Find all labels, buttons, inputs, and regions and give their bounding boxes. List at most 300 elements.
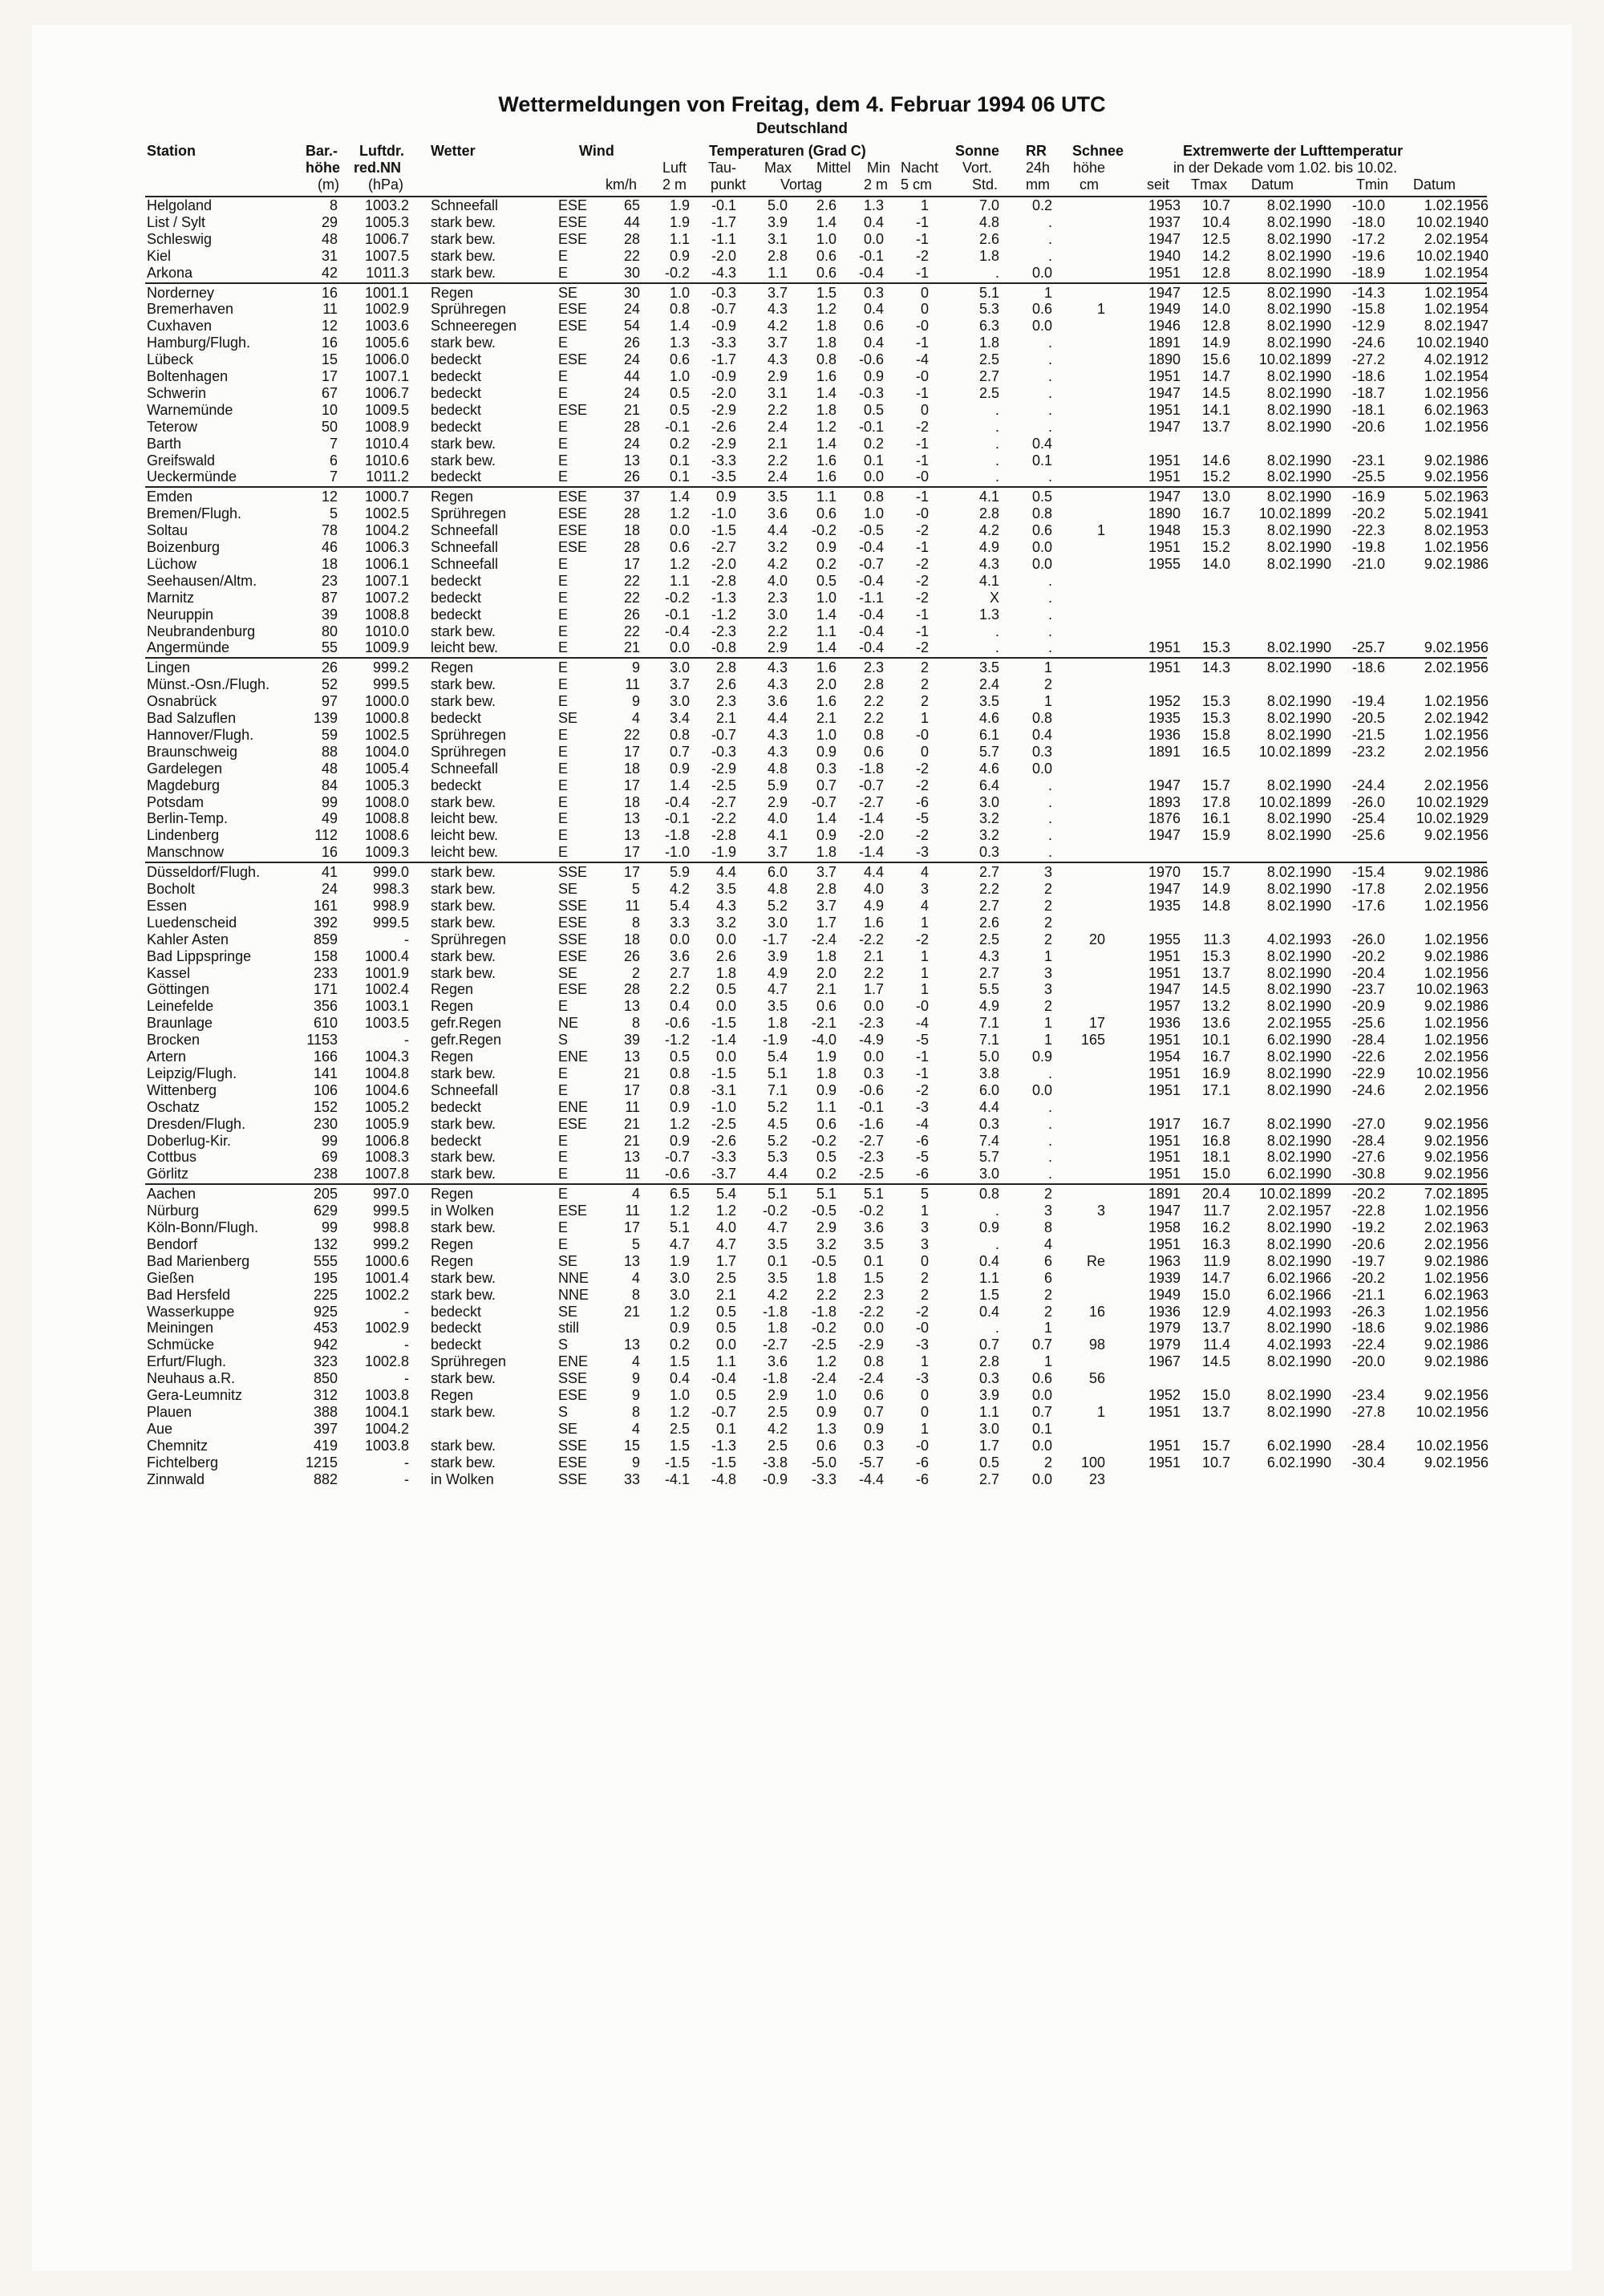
header-bar-3: (m) bbox=[318, 176, 339, 193]
cell-sonne: 3.0 bbox=[978, 793, 999, 810]
cell-max-vortag: 2.4 bbox=[767, 469, 788, 485]
cell-luftdruck: 1006.7 bbox=[364, 230, 409, 247]
cell-taupunkt: -2.0 bbox=[711, 555, 736, 572]
cell-luft: -0.6 bbox=[664, 1166, 690, 1182]
cell-tmin-datum: 10.02.1940 bbox=[1416, 335, 1489, 351]
cell-windgeschw: 13 bbox=[623, 1252, 640, 1269]
cell-min-5cm: 3 bbox=[920, 1235, 929, 1252]
cell-windgeschw: 26 bbox=[623, 606, 640, 623]
cell-taupunkt: -0.1 bbox=[711, 197, 736, 213]
cell-max-vortag: 5.0 bbox=[767, 197, 788, 213]
cell-min-2m: -1.8 bbox=[858, 760, 884, 777]
cell-niederschlag: 1 bbox=[1043, 659, 1052, 676]
cell-seit: 1940 bbox=[1148, 247, 1181, 264]
cell-niederschlag: 3 bbox=[1043, 981, 1052, 998]
cell-min-5cm: 0 bbox=[920, 1387, 929, 1403]
cell-tmax: 16.9 bbox=[1201, 1065, 1230, 1081]
cell-tmin-datum: 1.02.1956 bbox=[1424, 931, 1489, 947]
cell-taupunkt: -2.0 bbox=[711, 247, 736, 264]
cell-tmax-datum: 8.02.1990 bbox=[1266, 639, 1331, 656]
cell-mittel-vortag: 2.0 bbox=[816, 676, 836, 693]
cell-taupunkt: 3.2 bbox=[715, 914, 736, 931]
cell-luftdruck: 1004.6 bbox=[364, 1081, 409, 1098]
cell-niederschlag: 1 bbox=[1043, 1320, 1052, 1337]
cell-max-vortag: 5.3 bbox=[767, 1149, 788, 1166]
cell-min-2m: 0.0 bbox=[863, 230, 884, 247]
table-row bbox=[0, 590, 1604, 606]
cell-luft: 1.2 bbox=[669, 555, 690, 572]
cell-luftdruck: - bbox=[404, 1337, 409, 1353]
cell-schneehoehe: 17 bbox=[1088, 1015, 1105, 1032]
cell-luft: 0.5 bbox=[669, 384, 690, 401]
table-row bbox=[0, 489, 1604, 505]
cell-barhoehe: 55 bbox=[321, 639, 338, 656]
cell-tmin-datum: 9.02.1956 bbox=[1424, 1115, 1489, 1132]
cell-tmin-datum: 1.02.1956 bbox=[1424, 726, 1489, 743]
cell-mittel-vortag: 0.9 bbox=[816, 827, 836, 844]
cell-tmax-datum: 8.02.1990 bbox=[1266, 452, 1331, 469]
cell-seit: 1936 bbox=[1148, 1015, 1181, 1032]
cell-luft: 1.2 bbox=[669, 1403, 690, 1420]
cell-tmax-datum: 8.02.1990 bbox=[1266, 384, 1331, 401]
cell-windgeschw: 15 bbox=[623, 1437, 640, 1454]
cell-wetter: bedeckt bbox=[431, 469, 482, 485]
cell-niederschlag: 0.9 bbox=[1031, 1049, 1052, 1065]
cell-tmax: 14.9 bbox=[1201, 881, 1230, 897]
cell-niederschlag: 0.7 bbox=[1031, 1337, 1052, 1353]
table-row bbox=[0, 402, 1604, 419]
cell-station: Arkona bbox=[147, 264, 193, 281]
cell-tmax-datum: 8.02.1990 bbox=[1266, 1081, 1331, 1098]
cell-mittel-vortag: 5.1 bbox=[816, 1186, 836, 1203]
cell-luft: 2.5 bbox=[669, 1420, 690, 1437]
cell-sonne: 3.0 bbox=[978, 1166, 999, 1182]
cell-wetter: Schneefall bbox=[431, 522, 499, 539]
cell-max-vortag: 2.9 bbox=[767, 368, 788, 384]
cell-max-vortag: 4.9 bbox=[767, 964, 788, 981]
cell-min-2m: -2.7 bbox=[858, 1132, 884, 1149]
cell-station: Bendorf bbox=[147, 1235, 198, 1252]
cell-mittel-vortag: 1.8 bbox=[816, 844, 836, 861]
cell-luft: -4.1 bbox=[664, 1470, 690, 1487]
table-row bbox=[0, 998, 1604, 1015]
table-row bbox=[0, 693, 1604, 710]
cell-wetter: leicht bew. bbox=[431, 639, 499, 656]
cell-tmax-datum: 8.02.1990 bbox=[1266, 213, 1331, 230]
cell-sonne: 0.4 bbox=[978, 1303, 999, 1320]
cell-tmin: -18.9 bbox=[1351, 264, 1385, 281]
cell-tmax: 14.7 bbox=[1201, 1269, 1230, 1286]
cell-niederschlag: 0.0 bbox=[1031, 264, 1052, 281]
cell-barhoehe: 18 bbox=[321, 555, 338, 572]
cell-sonne: 3.5 bbox=[978, 659, 999, 676]
cell-seit: 1953 bbox=[1148, 197, 1181, 213]
cell-mittel-vortag: 1.6 bbox=[816, 693, 836, 710]
cell-taupunkt: -4.3 bbox=[711, 264, 736, 281]
cell-windgeschw: 21 bbox=[623, 1115, 640, 1132]
cell-mittel-vortag: -0.7 bbox=[811, 793, 836, 810]
cell-tmin: -22.4 bbox=[1351, 1337, 1385, 1353]
cell-mittel-vortag: -2.4 bbox=[811, 931, 836, 947]
cell-barhoehe: 233 bbox=[313, 964, 338, 981]
cell-sonne: 4.4 bbox=[978, 1098, 999, 1115]
cell-windrichtung: E bbox=[558, 452, 569, 469]
cell-windrichtung: E bbox=[558, 1065, 569, 1081]
cell-min-5cm: 2 bbox=[920, 693, 929, 710]
cell-luft: -1.0 bbox=[664, 844, 690, 861]
cell-taupunkt: 0.0 bbox=[715, 1337, 736, 1353]
cell-windrichtung: ENE bbox=[558, 1049, 589, 1065]
cell-sonne: 0.3 bbox=[978, 1370, 999, 1387]
cell-mittel-vortag: -2.1 bbox=[811, 1015, 836, 1032]
cell-station: Barth bbox=[147, 435, 182, 452]
table-row bbox=[0, 335, 1604, 351]
cell-min-5cm: 2 bbox=[920, 659, 929, 676]
cell-wetter: Regen bbox=[431, 1186, 474, 1203]
cell-station: Boltenhagen bbox=[147, 368, 229, 384]
cell-tmax: 15.7 bbox=[1201, 1437, 1230, 1454]
cell-tmin-datum: 10.02.1956 bbox=[1416, 1403, 1489, 1420]
cell-sonne: . bbox=[994, 452, 999, 469]
cell-station: Wasserkuppe bbox=[147, 1303, 235, 1320]
cell-tmax: 15.3 bbox=[1201, 639, 1230, 656]
cell-barhoehe: 69 bbox=[321, 1149, 338, 1166]
cell-seit: 1935 bbox=[1148, 897, 1181, 914]
cell-barhoehe: 942 bbox=[313, 1337, 338, 1353]
cell-luft: 0.9 bbox=[669, 247, 690, 264]
cell-min-2m: 1.0 bbox=[863, 505, 884, 522]
cell-windgeschw: 22 bbox=[623, 247, 640, 264]
cell-mittel-vortag: 0.7 bbox=[816, 777, 836, 793]
cell-station: Fichtelberg bbox=[147, 1454, 219, 1470]
cell-tmax-datum: 8.02.1990 bbox=[1266, 947, 1331, 964]
cell-max-vortag: 2.3 bbox=[767, 589, 788, 606]
cell-tmin: -23.4 bbox=[1351, 1387, 1385, 1403]
cell-luft: 1.2 bbox=[669, 1203, 690, 1219]
cell-seit: 1947 bbox=[1148, 981, 1181, 998]
cell-windgeschw: 17 bbox=[623, 555, 640, 572]
cell-tmax: 15.3 bbox=[1201, 947, 1230, 964]
table-row bbox=[0, 915, 1604, 931]
cell-windgeschw: 2 bbox=[631, 964, 640, 981]
group-separator bbox=[145, 657, 1487, 659]
cell-tmax-datum: 8.02.1990 bbox=[1266, 401, 1331, 418]
cell-taupunkt: -4.8 bbox=[711, 1470, 736, 1487]
cell-min-2m: -0.7 bbox=[858, 555, 884, 572]
cell-luftdruck: 1007.1 bbox=[364, 572, 409, 589]
cell-min-5cm: -2 bbox=[915, 760, 929, 777]
cell-luftdruck: 1006.3 bbox=[364, 539, 409, 555]
cell-luft: 3.0 bbox=[669, 1269, 690, 1286]
cell-seit: 1951 bbox=[1148, 264, 1181, 281]
cell-station: Münst.-Osn./Flugh. bbox=[147, 676, 270, 693]
cell-windrichtung: E bbox=[558, 469, 569, 485]
table-row bbox=[0, 761, 1604, 777]
cell-sonne: 0.9 bbox=[978, 1219, 999, 1235]
cell-taupunkt: 2.3 bbox=[715, 693, 736, 710]
cell-windgeschw: 26 bbox=[623, 335, 640, 351]
cell-taupunkt: -0.3 bbox=[711, 284, 736, 301]
cell-taupunkt: -0.4 bbox=[711, 1370, 736, 1387]
cell-max-vortag: 1.1 bbox=[767, 264, 788, 281]
cell-station: Osnabrück bbox=[147, 693, 217, 710]
cell-taupunkt: -2.8 bbox=[711, 827, 736, 844]
cell-tmin-datum: 1.02.1956 bbox=[1424, 964, 1489, 981]
cell-mittel-vortag: 0.6 bbox=[816, 505, 836, 522]
cell-tmin: -18.7 bbox=[1351, 384, 1385, 401]
cell-wetter: Regen bbox=[431, 489, 474, 505]
cell-windrichtung: ESE bbox=[558, 230, 588, 247]
cell-min-5cm: -0 bbox=[915, 318, 929, 335]
cell-luftdruck: 1010.6 bbox=[364, 452, 409, 469]
table-row bbox=[0, 419, 1604, 436]
cell-mittel-vortag: -5.0 bbox=[811, 1454, 836, 1470]
cell-max-vortag: 5.1 bbox=[767, 1186, 788, 1203]
cell-mittel-vortag: 1.2 bbox=[816, 1353, 836, 1370]
cell-tmax-datum: 6.02.1990 bbox=[1266, 1437, 1331, 1454]
cell-tmin: -12.9 bbox=[1351, 318, 1385, 335]
cell-min-2m: -2.7 bbox=[858, 793, 884, 810]
cell-luftdruck: 1002.2 bbox=[364, 1286, 409, 1303]
cell-windgeschw: 8 bbox=[631, 1015, 640, 1032]
cell-min-2m: -0.5 bbox=[858, 522, 884, 539]
group-separator bbox=[145, 1183, 1487, 1185]
cell-barhoehe: 84 bbox=[321, 777, 338, 793]
cell-windgeschw: 30 bbox=[623, 284, 640, 301]
cell-tmin: -27.8 bbox=[1351, 1403, 1385, 1420]
cell-tmin-datum: 2.02.1963 bbox=[1424, 1219, 1489, 1235]
cell-niederschlag: . bbox=[1047, 401, 1052, 418]
cell-max-vortag: 3.5 bbox=[767, 1235, 788, 1252]
cell-tmax: 12.5 bbox=[1201, 230, 1230, 247]
cell-seit: 1948 bbox=[1148, 522, 1181, 539]
cell-mittel-vortag: 1.8 bbox=[816, 1269, 836, 1286]
cell-barhoehe: 610 bbox=[313, 1015, 338, 1032]
cell-wetter: Regen bbox=[431, 1235, 474, 1252]
cell-windrichtung: SE bbox=[558, 284, 578, 301]
table-row bbox=[0, 965, 1604, 982]
cell-station: Lüchow bbox=[147, 555, 197, 572]
cell-tmin-datum: 8.02.1947 bbox=[1424, 318, 1489, 335]
cell-taupunkt: 2.5 bbox=[715, 1269, 736, 1286]
table-row bbox=[0, 1320, 1604, 1337]
cell-niederschlag: . bbox=[1047, 606, 1052, 623]
cell-max-vortag: -1.9 bbox=[762, 1032, 788, 1049]
cell-windgeschw: 8 bbox=[631, 1403, 640, 1420]
cell-taupunkt: -2.9 bbox=[711, 760, 736, 777]
cell-max-vortag: 4.8 bbox=[767, 760, 788, 777]
cell-tmax-datum: 10.02.1899 bbox=[1258, 793, 1331, 810]
cell-luft: -0.6 bbox=[664, 1015, 690, 1032]
cell-min-2m: -2.3 bbox=[858, 1149, 884, 1166]
cell-min-5cm: 0 bbox=[920, 301, 929, 318]
cell-windgeschw: 13 bbox=[623, 998, 640, 1015]
table-row bbox=[0, 285, 1604, 302]
cell-tmax: 15.8 bbox=[1201, 726, 1230, 743]
cell-mittel-vortag: 1.4 bbox=[816, 435, 836, 452]
cell-tmax-datum: 8.02.1990 bbox=[1266, 469, 1331, 485]
cell-windrichtung: SSE bbox=[558, 897, 588, 914]
cell-tmin: -15.8 bbox=[1351, 301, 1385, 318]
cell-niederschlag: 2 bbox=[1043, 881, 1052, 897]
cell-max-vortag: 1.8 bbox=[767, 1015, 788, 1032]
cell-taupunkt: -1.5 bbox=[711, 522, 736, 539]
header-sonne-3: Std. bbox=[972, 176, 998, 193]
cell-tmin: -27.6 bbox=[1351, 1149, 1385, 1166]
cell-tmax: 13.7 bbox=[1201, 964, 1230, 981]
cell-windrichtung: E bbox=[558, 1235, 569, 1252]
cell-tmin-datum: 1.02.1956 bbox=[1424, 1303, 1489, 1320]
cell-wetter: Regen bbox=[431, 998, 474, 1015]
cell-niederschlag: 0.1 bbox=[1031, 1420, 1052, 1437]
cell-luftdruck: 999.2 bbox=[372, 1235, 409, 1252]
cell-barhoehe: 16 bbox=[321, 335, 338, 351]
cell-taupunkt: 0.5 bbox=[715, 981, 736, 998]
cell-sonne: 4.6 bbox=[978, 760, 999, 777]
cell-niederschlag: . bbox=[1047, 368, 1052, 384]
cell-min-5cm: 0 bbox=[920, 284, 929, 301]
cell-tmax-datum: 8.02.1990 bbox=[1266, 301, 1331, 318]
cell-tmax-datum: 8.02.1990 bbox=[1266, 659, 1331, 676]
cell-tmin-datum: 9.02.1986 bbox=[1424, 947, 1489, 964]
cell-taupunkt: -0.9 bbox=[711, 318, 736, 335]
cell-station: Aue bbox=[147, 1420, 173, 1437]
cell-wetter: stark bew. bbox=[431, 335, 496, 351]
cell-mittel-vortag: 0.2 bbox=[816, 555, 836, 572]
cell-windgeschw: 13 bbox=[623, 452, 640, 469]
cell-seit: 1890 bbox=[1148, 351, 1181, 368]
cell-tmin: -20.0 bbox=[1351, 1353, 1385, 1370]
table-row bbox=[0, 881, 1604, 898]
cell-mittel-vortag: 0.9 bbox=[816, 743, 836, 760]
cell-tmin-datum: 2.02.1942 bbox=[1424, 710, 1489, 726]
cell-sonne: 0.4 bbox=[978, 1252, 999, 1269]
cell-min-5cm: -1 bbox=[915, 264, 929, 281]
cell-windgeschw: 13 bbox=[623, 810, 640, 827]
cell-seit: 1891 bbox=[1148, 335, 1181, 351]
cell-sonne: 2.7 bbox=[978, 1470, 999, 1487]
cell-seit: 1947 bbox=[1148, 1203, 1181, 1219]
cell-station: Kahler Asten bbox=[147, 931, 229, 947]
cell-tmax-datum: 8.02.1990 bbox=[1266, 418, 1331, 435]
cell-tmax: 15.3 bbox=[1201, 522, 1230, 539]
cell-tmax: 15.0 bbox=[1201, 1166, 1230, 1182]
cell-mittel-vortag: 1.6 bbox=[816, 659, 836, 676]
cell-station: Seehausen/Altm. bbox=[147, 572, 257, 589]
cell-max-vortag: 3.1 bbox=[767, 230, 788, 247]
cell-tmin: -15.4 bbox=[1351, 864, 1385, 881]
cell-mittel-vortag: 1.6 bbox=[816, 452, 836, 469]
cell-sonne: 0.3 bbox=[978, 844, 999, 861]
header-tmin: Tmin bbox=[1356, 176, 1388, 193]
cell-min-2m: 0.8 bbox=[863, 726, 884, 743]
cell-tmax: 15.2 bbox=[1201, 539, 1230, 555]
cell-min-5cm: 1 bbox=[920, 1353, 929, 1370]
cell-luftdruck: 1007.5 bbox=[364, 247, 409, 264]
cell-min-2m: 0.1 bbox=[863, 452, 884, 469]
cell-niederschlag: 0.6 bbox=[1031, 301, 1052, 318]
cell-sonne: 4.8 bbox=[978, 213, 999, 230]
cell-seit: 1957 bbox=[1148, 998, 1181, 1015]
cell-mittel-vortag: 1.0 bbox=[816, 1387, 836, 1403]
cell-max-vortag: 1.8 bbox=[767, 1320, 788, 1337]
cell-mittel-vortag: -2.4 bbox=[811, 1370, 836, 1387]
cell-barhoehe: 16 bbox=[321, 844, 338, 861]
cell-windrichtung: E bbox=[558, 368, 569, 384]
cell-taupunkt: -2.2 bbox=[711, 810, 736, 827]
table-row bbox=[0, 1370, 1604, 1387]
cell-windrichtung: ESE bbox=[558, 981, 588, 998]
cell-tmax: 13.6 bbox=[1201, 1015, 1230, 1032]
cell-station: Köln-Bonn/Flugh. bbox=[147, 1219, 259, 1235]
cell-seit: 1947 bbox=[1148, 777, 1181, 793]
cell-tmin: -20.5 bbox=[1351, 710, 1385, 726]
cell-windgeschw: 37 bbox=[623, 489, 640, 505]
cell-sonne: 4.6 bbox=[978, 710, 999, 726]
cell-tmin-datum: 2.02.1956 bbox=[1424, 659, 1489, 676]
cell-niederschlag: 0.0 bbox=[1031, 539, 1052, 555]
cell-windrichtung: E bbox=[558, 743, 569, 760]
cell-windgeschw: 26 bbox=[623, 947, 640, 964]
header-tau-a: Tau- bbox=[708, 160, 737, 176]
cell-tmin: -25.6 bbox=[1351, 1015, 1385, 1032]
cell-windgeschw: 22 bbox=[623, 572, 640, 589]
cell-wetter: stark bew. bbox=[431, 964, 496, 981]
cell-tmax: 14.0 bbox=[1201, 301, 1230, 318]
cell-luftdruck: 1005.3 bbox=[364, 213, 409, 230]
cell-min-5cm: -0 bbox=[915, 505, 929, 522]
cell-niederschlag: . bbox=[1047, 827, 1052, 844]
cell-luft: 0.8 bbox=[669, 1081, 690, 1098]
cell-station: Bad Salzuflen bbox=[147, 710, 237, 726]
cell-windgeschw: 11 bbox=[625, 1203, 640, 1219]
cell-max-vortag: 4.4 bbox=[767, 522, 788, 539]
cell-mittel-vortag: 1.2 bbox=[816, 418, 836, 435]
cell-min-2m: 3.5 bbox=[863, 1235, 884, 1252]
cell-min-2m: 0.1 bbox=[863, 1252, 884, 1269]
cell-wetter: bedeckt bbox=[431, 1303, 482, 1320]
cell-niederschlag: . bbox=[1047, 230, 1052, 247]
cell-station: Artern bbox=[147, 1049, 187, 1065]
cell-luft: 0.0 bbox=[669, 639, 690, 656]
cell-windrichtung: ESE bbox=[558, 351, 588, 368]
table-row bbox=[0, 676, 1604, 693]
cell-tmin: -21.5 bbox=[1351, 726, 1385, 743]
cell-taupunkt: -0.7 bbox=[711, 1403, 736, 1420]
cell-niederschlag: 0.0 bbox=[1031, 1437, 1052, 1454]
cell-tmin: -28.4 bbox=[1351, 1437, 1385, 1454]
table-row bbox=[0, 981, 1604, 998]
cell-sonne: 7.1 bbox=[978, 1015, 999, 1032]
cell-max-vortag: 2.9 bbox=[767, 793, 788, 810]
header-vortag: Vortag bbox=[780, 176, 823, 193]
cell-luft: 1.2 bbox=[669, 505, 690, 522]
cell-niederschlag: . bbox=[1047, 810, 1052, 827]
cell-tmax-datum: 2.02.1955 bbox=[1266, 1015, 1331, 1032]
cell-seit: 1939 bbox=[1148, 1269, 1181, 1286]
cell-tmin: -21.1 bbox=[1351, 1286, 1385, 1303]
cell-sonne: . bbox=[994, 264, 999, 281]
cell-luftdruck: 1004.3 bbox=[364, 1049, 409, 1065]
cell-min-5cm: 1 bbox=[920, 710, 929, 726]
cell-tmax-datum: 6.02.1990 bbox=[1266, 1454, 1331, 1470]
cell-min-2m: 2.3 bbox=[863, 659, 884, 676]
cell-mittel-vortag: 1.0 bbox=[816, 589, 836, 606]
cell-tmin: -30.4 bbox=[1351, 1454, 1385, 1470]
cell-luftdruck: 1005.6 bbox=[364, 335, 409, 351]
cell-windgeschw: 39 bbox=[623, 1032, 640, 1049]
cell-station: Doberlug-Kir. bbox=[147, 1132, 232, 1149]
